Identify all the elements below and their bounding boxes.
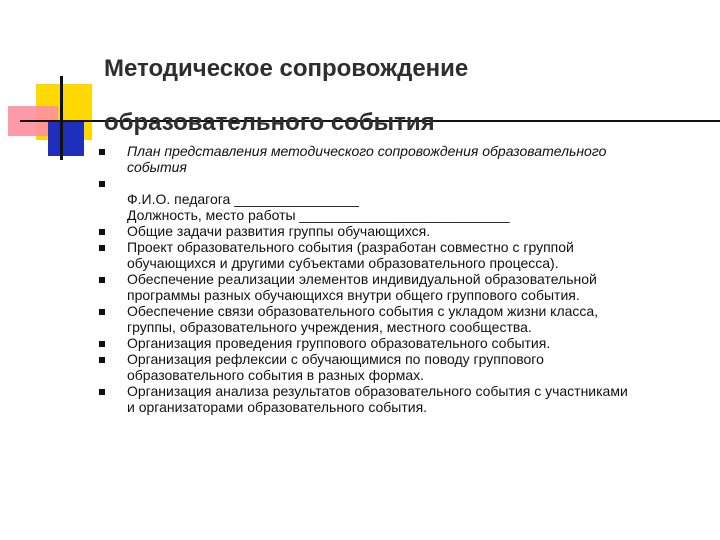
bullet-square-icon (99, 245, 105, 251)
list-item-line (127, 175, 706, 191)
list-item-line: Ф.И.О. педагога ________________ (127, 191, 359, 207)
bullet-list (96, 143, 706, 415)
list-item-line: Проект образовательного события (разработан совместно с группой (127, 239, 574, 255)
slide-title (104, 42, 704, 150)
bullet-square-icon (99, 357, 105, 363)
list-item-line: Общие задачи развития группы обучающихся. (127, 223, 431, 239)
bullet-square-icon (99, 309, 105, 315)
list-item-text (127, 335, 706, 351)
list-item-line: образовательного события в разных формах. (127, 367, 425, 383)
list-item-line: План представления методического сопровождения образовательного (127, 143, 607, 159)
list-item (96, 175, 706, 223)
list-item-text (127, 351, 706, 383)
list-item-line: события (127, 159, 187, 175)
list-item-text (127, 271, 706, 303)
bullet-square-icon (99, 181, 105, 187)
bullet-square-icon (99, 341, 105, 347)
list-item-line: программы разных обучающихся внутри общего группового события. (127, 287, 580, 303)
list-item-text (127, 143, 706, 175)
list-item-line: Обеспечение связи образовательного события с укладом жизни класса, (127, 303, 599, 319)
list-item-line: обучающихся и другими субъектами образовательного процесса). (127, 255, 559, 271)
list-item-text (127, 303, 706, 335)
list-item-line: Должность, место работы ___________________________ (127, 207, 510, 223)
list-item (96, 271, 706, 303)
list-item-line: и организаторами образовательного события. (127, 399, 428, 415)
list-item (96, 239, 706, 271)
list-item (96, 143, 706, 175)
list-item-text (127, 239, 706, 271)
list-item-line: группы, образовательного учреждения, местного сообщества. (127, 319, 532, 335)
list-item (96, 335, 706, 351)
bullet-square-icon (99, 229, 105, 235)
list-item-text (127, 223, 706, 239)
list-item-line: Организация анализа результатов образовательного события с участниками (127, 383, 628, 399)
bullet-square-icon (99, 277, 105, 283)
list-item (96, 383, 706, 415)
decorative-blue-square (48, 122, 84, 156)
decorative-vertical-line (60, 76, 63, 160)
title-line-2: образовательного события (104, 109, 435, 136)
list-item (96, 223, 706, 239)
list-item-text (127, 175, 706, 223)
list-item-line: Организация проведения группового образовательного события. (127, 335, 551, 351)
bullet-square-icon (99, 149, 105, 155)
list-item-line: Организация рефлексии с обучающимися по поводу группового (127, 351, 544, 367)
list-item-text (127, 383, 706, 415)
list-item (96, 351, 706, 383)
list-item (96, 303, 706, 335)
list-item-line: Обеспечение реализации элементов индивидуальной образовательной (127, 271, 597, 287)
title-line-1: Методическое сопровождение (104, 55, 469, 82)
bullet-square-icon (99, 389, 105, 395)
